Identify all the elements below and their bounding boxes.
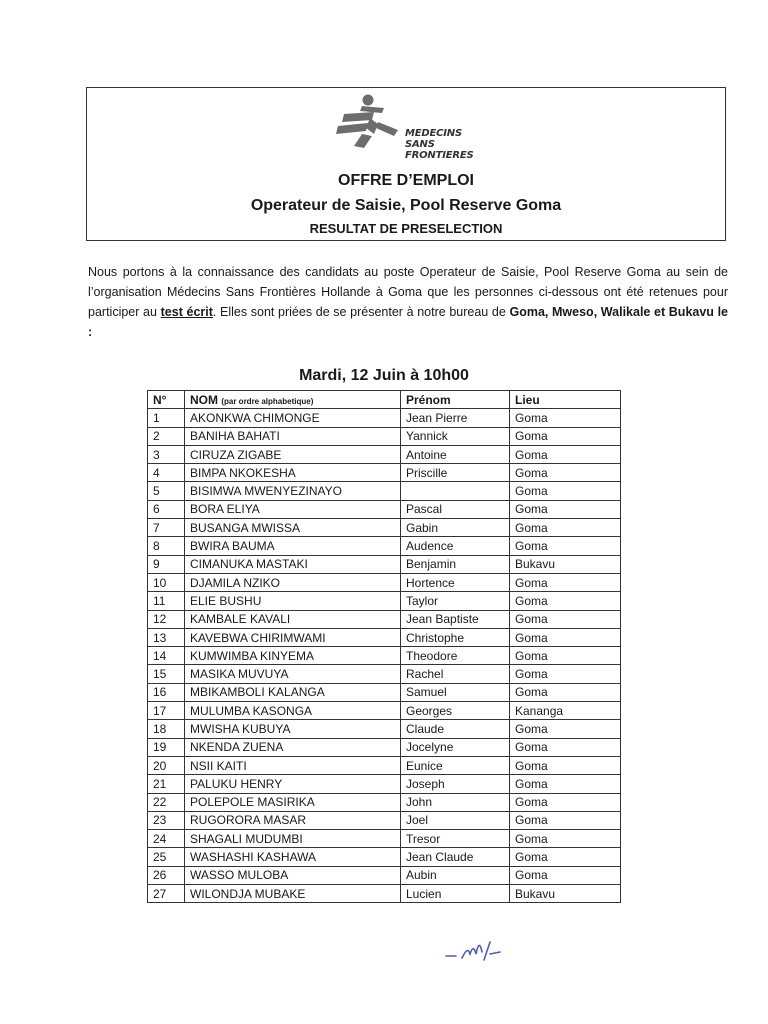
table-row [148, 738, 621, 756]
header-num: N° [148, 391, 185, 409]
table-row [148, 500, 621, 518]
table-row [148, 683, 621, 701]
locations-text: Goma, Mweso, Walikale et Bukavu le : [88, 305, 729, 339]
cell-prenom: Audence [401, 537, 510, 555]
cell-nom: MULUMBA KASONGA [185, 702, 401, 720]
table-row [148, 720, 621, 738]
table-header-row [148, 391, 621, 409]
cell-num: 17 [148, 702, 185, 720]
cell-nom: POLEPOLE MASIRIKA [185, 793, 401, 811]
header-nom [185, 391, 401, 409]
cell-prenom: Joseph [401, 775, 510, 793]
cell-prenom: Lucien [401, 885, 510, 903]
cell-lieu: Goma [510, 610, 621, 628]
cell-lieu: Goma [510, 830, 621, 848]
cell-num: 5 [148, 482, 185, 500]
cell-nom: KAVEBWA CHIRIMWAMI [185, 628, 401, 646]
header-nom-label: NOM [190, 392, 218, 407]
cell-num: 22 [148, 793, 185, 811]
cell-nom: DJAMILA NZIKO [185, 573, 401, 591]
cell-num: 24 [148, 830, 185, 848]
cell-lieu: Goma [510, 720, 621, 738]
cell-lieu: Goma [510, 793, 621, 811]
cell-num: 4 [148, 464, 185, 482]
table-row [148, 793, 621, 811]
cell-prenom: Taylor [401, 592, 510, 610]
cell-prenom: Gabin [401, 519, 510, 537]
cell-num: 14 [148, 647, 185, 665]
cell-num: 16 [148, 683, 185, 701]
cell-nom: RUGORORA MASAR [185, 811, 401, 829]
cell-nom: SHAGALI MUDUMBI [185, 830, 401, 848]
cell-num: 11 [148, 592, 185, 610]
cell-num: 20 [148, 756, 185, 774]
cell-lieu: Goma [510, 756, 621, 774]
msf-running-figure-icon [332, 90, 412, 152]
cell-num: 15 [148, 665, 185, 683]
table-row [148, 537, 621, 555]
table-row [148, 848, 621, 866]
cell-lieu: Goma [510, 445, 621, 463]
cell-prenom [401, 482, 510, 500]
cell-num: 1 [148, 409, 185, 427]
cell-prenom: Theodore [401, 647, 510, 665]
cell-nom: BWIRA BAUMA [185, 537, 401, 555]
cell-nom: MWISHA KUBUYA [185, 720, 401, 738]
table-row [148, 647, 621, 665]
cell-prenom: Joel [401, 811, 510, 829]
header-lieu: Lieu [510, 391, 621, 409]
cell-lieu: Bukavu [510, 555, 621, 573]
table-row [148, 409, 621, 427]
table-row [148, 464, 621, 482]
cell-num: 12 [148, 610, 185, 628]
cell-prenom: Priscille [401, 464, 510, 482]
cell-num: 21 [148, 775, 185, 793]
cell-num: 3 [148, 445, 185, 463]
cell-lieu: Goma [510, 848, 621, 866]
table-row [148, 427, 621, 445]
logo-line2: SANS FRONTIERES [405, 139, 474, 161]
cell-nom: PALUKU HENRY [185, 775, 401, 793]
cell-prenom: Eunice [401, 756, 510, 774]
intro-text-part1: Nous portons à la connaissance des candidats au poste Operateur de Saisie, Pool Reserve Goma au sein de l’organisation Médecins Sans Frontières Hollande à Goma que les personnes ci-dessous ont été retenues pour participer au [88, 265, 728, 319]
table-row [148, 866, 621, 884]
cell-num: 25 [148, 848, 185, 866]
header-box [86, 87, 726, 241]
cell-lieu: Goma [510, 811, 621, 829]
cell-lieu: Goma [510, 500, 621, 518]
cell-prenom: Pascal [401, 500, 510, 518]
cell-lieu: Goma [510, 464, 621, 482]
logo-line1: MEDECINS [405, 128, 462, 139]
cell-prenom: John [401, 793, 510, 811]
cell-lieu: Goma [510, 409, 621, 427]
cell-nom: WASSO MULOBA [185, 866, 401, 884]
cell-num: 27 [148, 885, 185, 903]
cell-lieu: Goma [510, 647, 621, 665]
cell-nom: WILONDJA MUBAKE [185, 885, 401, 903]
cell-num: 9 [148, 555, 185, 573]
cell-nom: MBIKAMBOLI KALANGA [185, 683, 401, 701]
intro-text-part2: . Elles sont priées de se présenter à notre bureau de [212, 305, 510, 319]
cell-prenom: Jean Baptiste [401, 610, 510, 628]
cell-num: 13 [148, 628, 185, 646]
cell-prenom: Jean Claude [401, 848, 510, 866]
cell-prenom: Rachel [401, 665, 510, 683]
cell-nom: KUMWIMBA KINYEMA [185, 647, 401, 665]
test-ecrit-label: test écrit [160, 305, 213, 319]
table-row [148, 702, 621, 720]
table-row [148, 756, 621, 774]
intro-paragraph [88, 262, 728, 342]
table-row [148, 830, 621, 848]
table-row [148, 555, 621, 573]
position-subtitle: Operateur de Saisie, Pool Reserve Goma [250, 197, 562, 214]
cell-lieu: Goma [510, 427, 621, 445]
cell-nom: BANIHA BAHATI [185, 427, 401, 445]
cell-prenom: Tresor [401, 830, 510, 848]
cell-nom: CIRUZA ZIGABE [185, 445, 401, 463]
cell-num: 7 [148, 519, 185, 537]
cell-prenom: Jocelyne [401, 738, 510, 756]
cell-lieu: Goma [510, 482, 621, 500]
cell-prenom: Christophe [401, 628, 510, 646]
cell-prenom: Hortence [401, 573, 510, 591]
cell-nom: BIMPA NKOKESHA [185, 464, 401, 482]
cell-num: 6 [148, 500, 185, 518]
cell-lieu: Kananga [510, 702, 621, 720]
cell-nom: NKENDA ZUENA [185, 738, 401, 756]
cell-nom: NSII KAITI [185, 756, 401, 774]
table-body [148, 409, 621, 903]
cell-lieu: Goma [510, 683, 621, 701]
table-row [148, 482, 621, 500]
logo-text [405, 128, 492, 161]
cell-nom: KAMBALE KAVALI [185, 610, 401, 628]
cell-num: 2 [148, 427, 185, 445]
cell-prenom: Samuel [401, 683, 510, 701]
table-row [148, 811, 621, 829]
cell-prenom: Claude [401, 720, 510, 738]
table-row [148, 573, 621, 591]
cell-prenom: Aubin [401, 866, 510, 884]
cell-num: 8 [148, 537, 185, 555]
cell-num: 18 [148, 720, 185, 738]
cell-nom: WASHASHI KASHAWA [185, 848, 401, 866]
cell-lieu: Goma [510, 573, 621, 591]
candidates-table [147, 390, 621, 903]
cell-lieu: Goma [510, 537, 621, 555]
table-row [148, 592, 621, 610]
cell-lieu: Goma [510, 738, 621, 756]
table-row [148, 519, 621, 537]
cell-prenom: Georges [401, 702, 510, 720]
cell-prenom: Benjamin [401, 555, 510, 573]
cell-lieu: Goma [510, 665, 621, 683]
table-row [148, 610, 621, 628]
table-row [148, 665, 621, 683]
cell-nom: MASIKA MUVUYA [185, 665, 401, 683]
msf-logo [332, 90, 492, 161]
table-row [148, 445, 621, 463]
cell-nom: BORA ELIYA [185, 500, 401, 518]
cell-nom: CIMANUKA MASTAKI [185, 555, 401, 573]
convocation-date: Mardi, 12 Juin à 10h00 [299, 367, 469, 384]
table-row [148, 628, 621, 646]
header-nom-note: (par ordre alphabetique) [221, 396, 314, 406]
cell-nom: BUSANGA MWISSA [185, 519, 401, 537]
cell-num: 23 [148, 811, 185, 829]
section-title: RESULTAT DE PRESELECTION [309, 221, 503, 236]
cell-lieu: Goma [510, 592, 621, 610]
cell-lieu: Bukavu [510, 885, 621, 903]
cell-nom: AKONKWA CHIMONGE [185, 409, 401, 427]
cell-prenom: Antoine [401, 445, 510, 463]
document-title: OFFRE D’EMPLOI [338, 172, 474, 189]
cell-lieu: Goma [510, 775, 621, 793]
cell-lieu: Goma [510, 866, 621, 884]
signature-icon [440, 940, 520, 968]
cell-prenom: Yannick [401, 427, 510, 445]
cell-lieu: Goma [510, 628, 621, 646]
cell-num: 26 [148, 866, 185, 884]
cell-nom: ELIE BUSHU [185, 592, 401, 610]
header-prenom: Prénom [401, 391, 510, 409]
cell-num: 10 [148, 573, 185, 591]
table-row [148, 775, 621, 793]
cell-num: 19 [148, 738, 185, 756]
cell-lieu: Goma [510, 519, 621, 537]
table-row [148, 885, 621, 903]
cell-nom: BISIMWA MWENYEZINAYO [185, 482, 401, 500]
cell-prenom: Jean Pierre [401, 409, 510, 427]
